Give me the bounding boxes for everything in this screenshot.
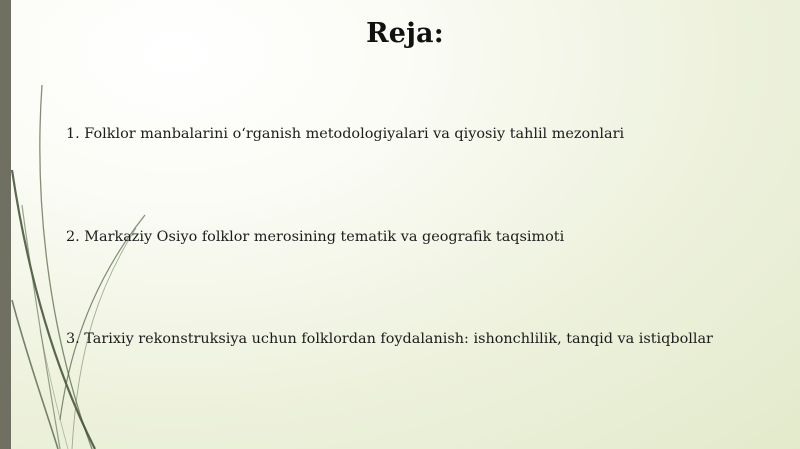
left-accent-bar (0, 0, 11, 449)
slide-title: Reja: (366, 18, 444, 49)
agenda-item-3: 3. Tarixiy rekonstruksiya uchun folklordan foydalanish: ishonchlilik, tanqid va istiqbollar (66, 331, 713, 347)
agenda-item-1: 1. Folklor manbalarini o‘rganish metodologiyalari va qiyosiy tahlil mezonlari (66, 126, 625, 142)
decorative-grass-strokes (0, 0, 200, 449)
agenda-item-2: 2. Markaziy Osiyo folklor merosining tematik va geografik taqsimoti (66, 229, 565, 245)
